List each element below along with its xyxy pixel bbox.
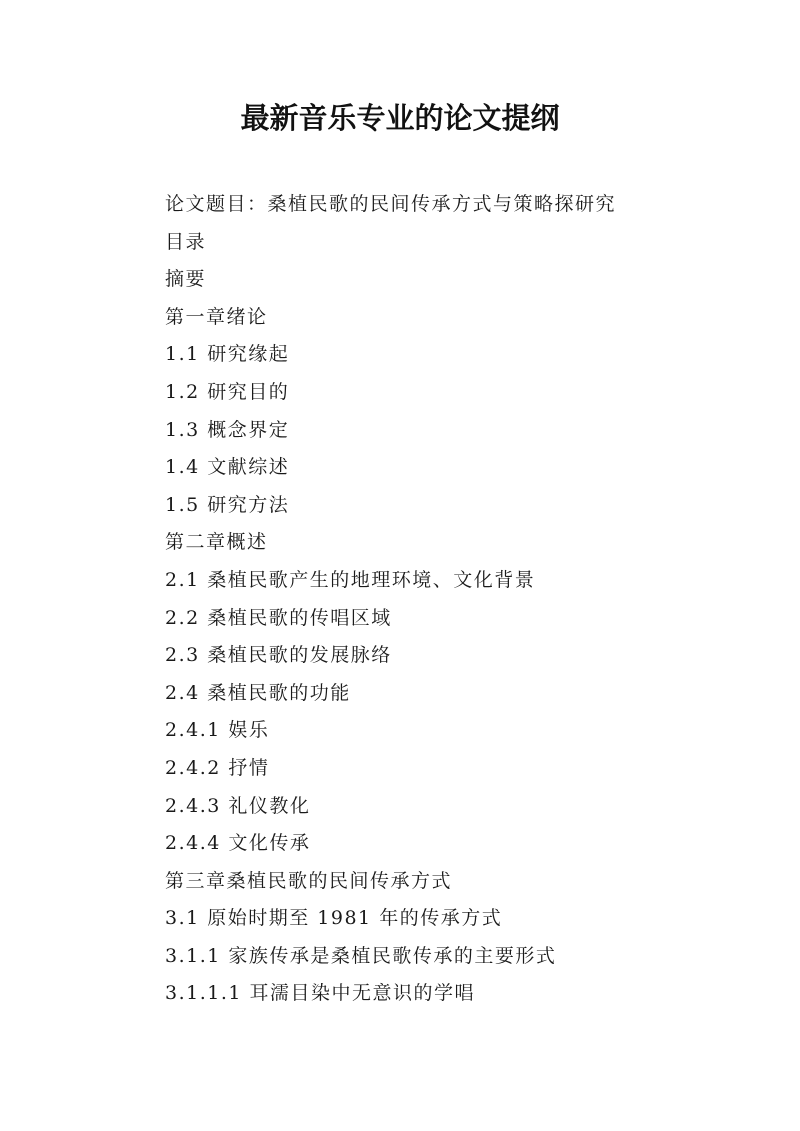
outline-line-abstract: 摘要 [165,268,207,291]
outline-line-1-3: 1.3 概念界定 [165,418,290,441]
outline-line-chapter-3: 第三章桑植民歌的民间传承方式 [165,869,453,892]
outline-line-2-4-1: 2.4.1 娱乐 [165,719,270,742]
outline-line-3-1: 3.1 原始时期至 1981 年的传承方式 [165,907,503,930]
outline-line-1-5: 1.5 研究方法 [165,493,290,516]
outline-line-2-4-4: 2.4.4 文化传承 [165,832,311,855]
outline-line-2-4-3: 2.4.3 礼仪教化 [165,794,311,817]
outline-line-contents: 目录 [165,230,207,253]
outline-line-thesis-topic: 论文题目：桑植民歌的民间传承方式与策略探研究 [165,193,617,215]
outline-line-chapter-1: 第一章绪论 [165,305,268,328]
outline-line-3-1-1: 3.1.1 家族传承是桑植民歌传承的主要形式 [165,944,557,967]
outline-line-2-3: 2.3 桑植民歌的发展脉络 [165,644,392,667]
outline-line-2-1: 2.1 桑植民歌产生的地理环境、文化背景 [165,568,536,591]
document-title: 最新音乐专业的论文提纲 [240,101,560,135]
outline-line-1-4: 1.4 文献综述 [165,456,290,479]
outline-line-1-1: 1.1 研究缘起 [165,343,290,366]
outline-line-1-2: 1.2 研究目的 [165,380,290,403]
outline-line-2-2: 2.2 桑植民歌的传唱区域 [165,606,392,629]
outline-list [165,186,725,1013]
outline-line-chapter-2: 第二章概述 [165,531,268,554]
outline-line-3-1-1-1: 3.1.1.1 耳濡目染中无意识的学唱 [165,982,476,1005]
outline-line-2-4: 2.4 桑植民歌的功能 [165,681,351,704]
outline-line-2-4-2: 2.4.2 抒情 [165,756,270,779]
